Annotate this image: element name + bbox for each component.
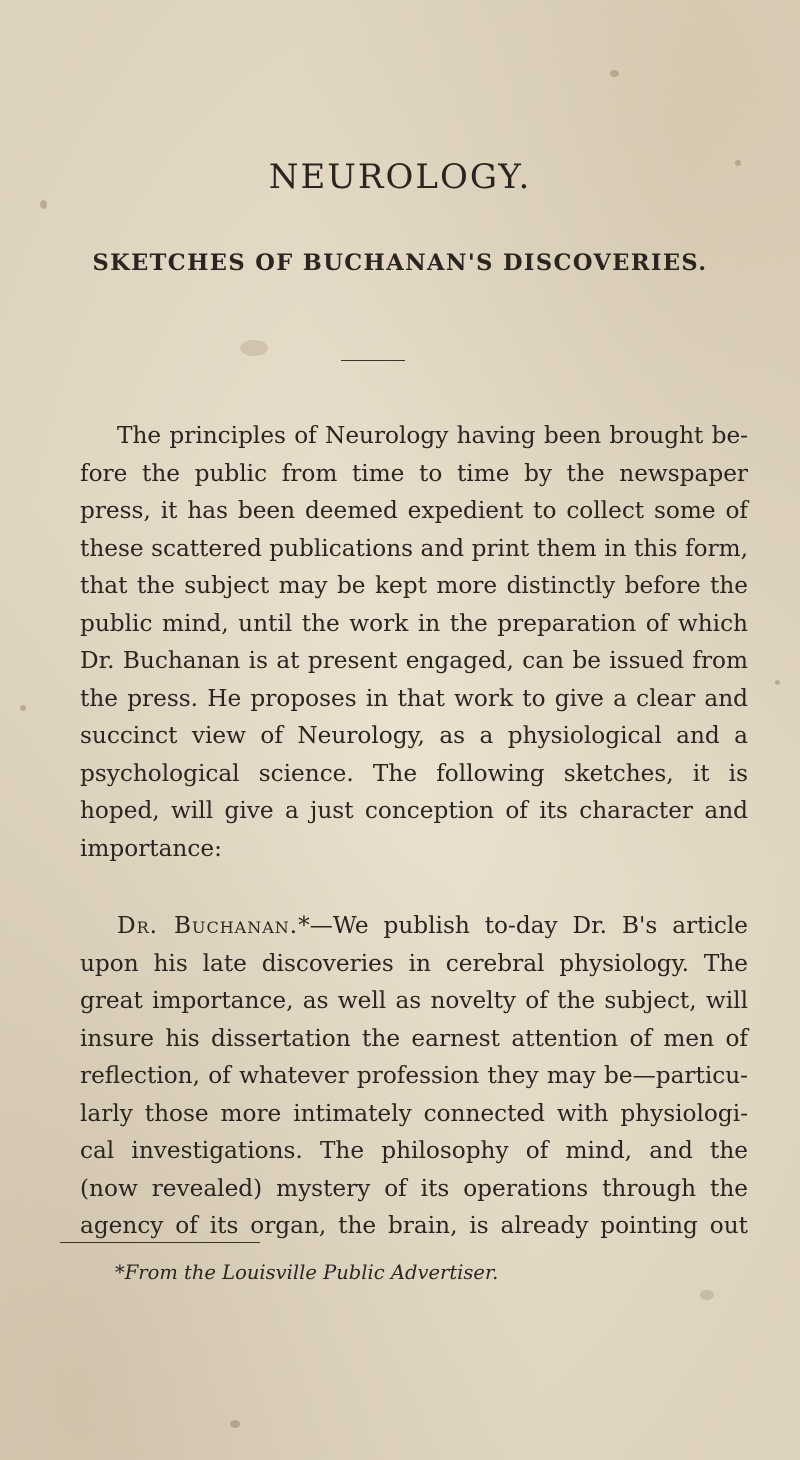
paragraph-line: reflection, of whatever profession they may be—particu- [80,1062,748,1089]
paragraph-line: fore the public from time to time by the newspaper [80,459,748,487]
paragraph-line: succinct view of Neurology, as a physiological and a [80,722,748,749]
intro-paragraph [80,417,748,867]
paragraph-line: press, it has been deemed expedient to collect some of [80,497,748,524]
paragraph-line: the press. He proposes in that work to give a clear and [80,684,748,712]
paragraph-line: larly those more intimately connected with physiologi- [80,1099,748,1127]
article-lead-rest: *—We publish to-day Dr. B's article [298,912,748,939]
paper-stain [20,705,26,711]
page-subtitle: SKETCHES OF BUCHANAN'S DISCOVERIES. [92,250,708,276]
page-title: NEUROLOGY. [268,157,532,197]
paragraph-line: these scattered publications and print them in this form, [80,534,748,562]
paragraph-line [80,907,748,945]
section-divider [341,360,405,361]
paragraph-line: The principles of Neurology having been brought be- [117,422,748,449]
paragraph-line: that the subject may be kept more distinctly before the [80,572,748,599]
footnote: *From the Louisville Public Advertiser. [115,1261,499,1284]
paragraph-line: cal investigations. The philosophy of mind, and the [80,1137,748,1164]
paragraph-line: (now revealed) mystery of its operations through the [80,1174,748,1202]
paragraph-line: importance: [80,834,222,862]
paper-stain [775,680,780,685]
paragraph-line: insure his dissertation the earnest attention of men of [80,1024,748,1052]
article-lead: Dr. Buchanan. [117,912,299,939]
paper-stain [240,340,268,356]
article-paragraph [80,907,748,1245]
paragraph-line: psychological science. The following sketches, it is [80,759,748,787]
paragraph-line: public mind, until the work in the preparation of which [80,609,748,637]
paragraph-line: great importance, as well as novelty of the subject, will [80,987,748,1014]
paper-stain [40,200,47,209]
paper-stain [610,70,619,77]
footnote-divider [60,1242,260,1243]
paragraph-line: agency of its organ, the brain, is already pointing out [80,1212,748,1239]
paper-stain [230,1420,240,1428]
paragraph-line: Dr. Buchanan is at present engaged, can be issued from [80,647,748,674]
paragraph-line: hoped, will give a just conception of its character and [80,797,748,824]
paper-stain [700,1290,714,1300]
paragraph-line: upon his late discoveries in cerebral physiology. The [80,949,748,977]
